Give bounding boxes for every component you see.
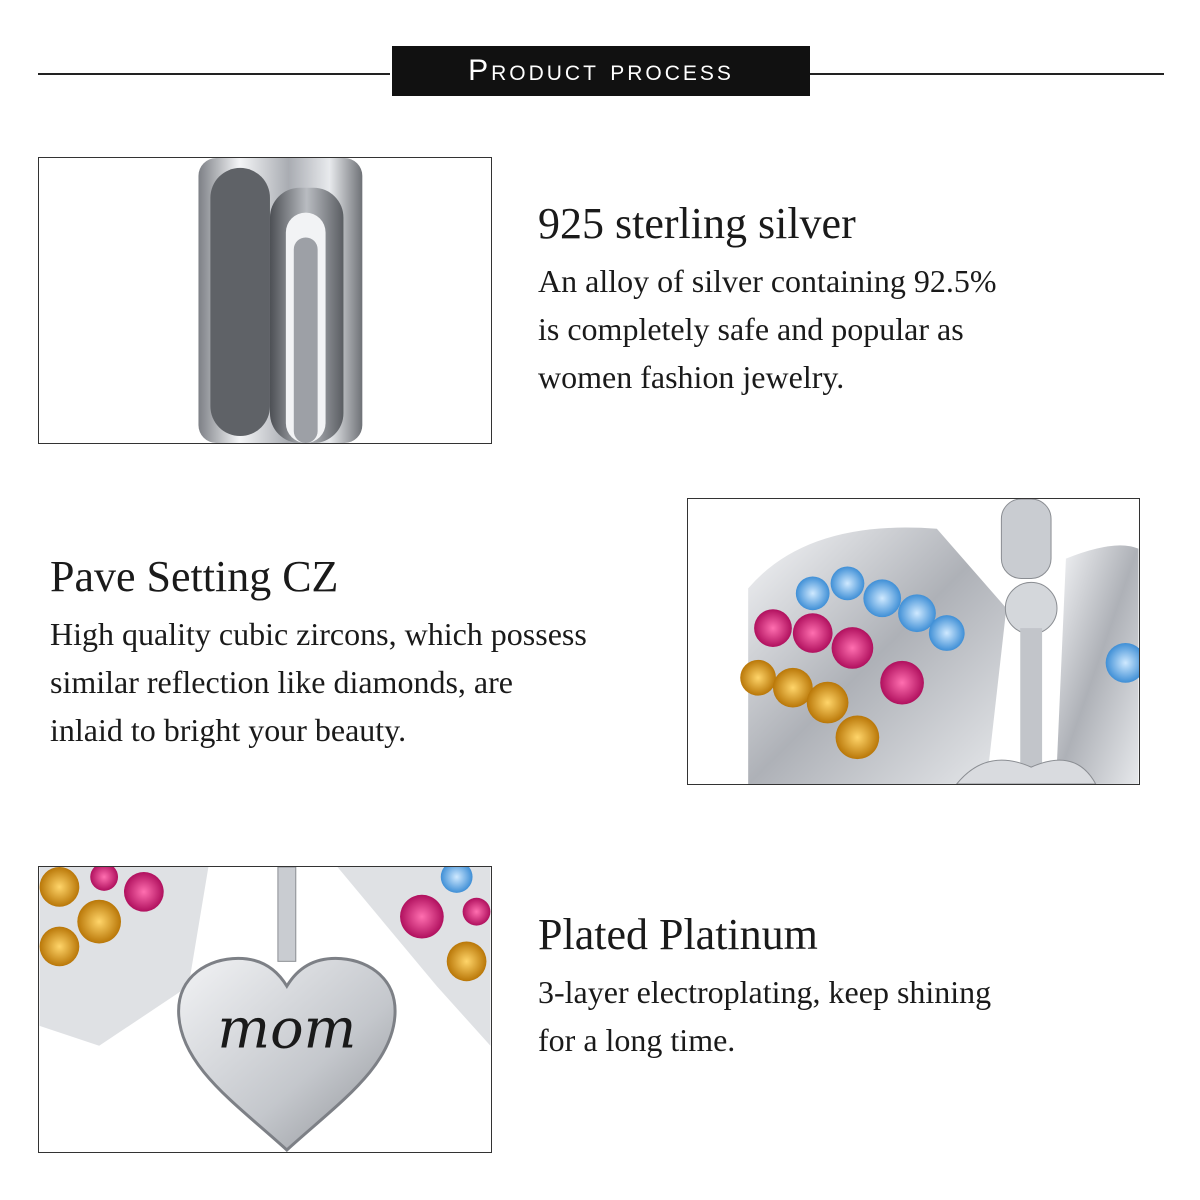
section-description — [538, 257, 997, 401]
banner-title: Product process — [468, 54, 734, 87]
description-line: women fashion jewelry. — [538, 359, 845, 395]
section-title: 925 sterling silver — [538, 199, 856, 248]
heart-charm-image — [39, 867, 491, 1152]
description-line: inlaid to bright your beauty. — [50, 712, 407, 748]
header-rule-right — [810, 73, 1164, 75]
section-plated-platinum — [538, 906, 991, 1064]
section-title: Plated Platinum — [538, 910, 818, 959]
header-rule-left — [38, 73, 390, 75]
description-line: High quality cubic zircons, which possess — [50, 616, 587, 652]
sterling-silver-photo — [38, 157, 492, 444]
section-description — [50, 610, 587, 754]
description-line: for a long time. — [538, 1022, 736, 1058]
section-sterling-silver — [538, 195, 997, 401]
description-line: An alloy of silver containing 92.5% — [538, 263, 997, 299]
section-title: Pave Setting CZ — [50, 552, 339, 601]
silver-ring-image — [39, 158, 491, 443]
description-line: 3-layer electroplating, keep shining — [538, 974, 992, 1010]
section-description — [538, 968, 991, 1064]
heart-engraving: mom — [217, 996, 357, 1062]
description-line: similar reflection like diamonds, are — [50, 664, 513, 700]
description-line: is completely safe and popular as — [538, 311, 964, 347]
section-pave-setting — [50, 548, 587, 754]
section-banner — [392, 46, 810, 96]
pave-setting-photo — [687, 498, 1140, 785]
pave-stones-image — [688, 499, 1139, 784]
plated-platinum-photo — [38, 866, 492, 1153]
